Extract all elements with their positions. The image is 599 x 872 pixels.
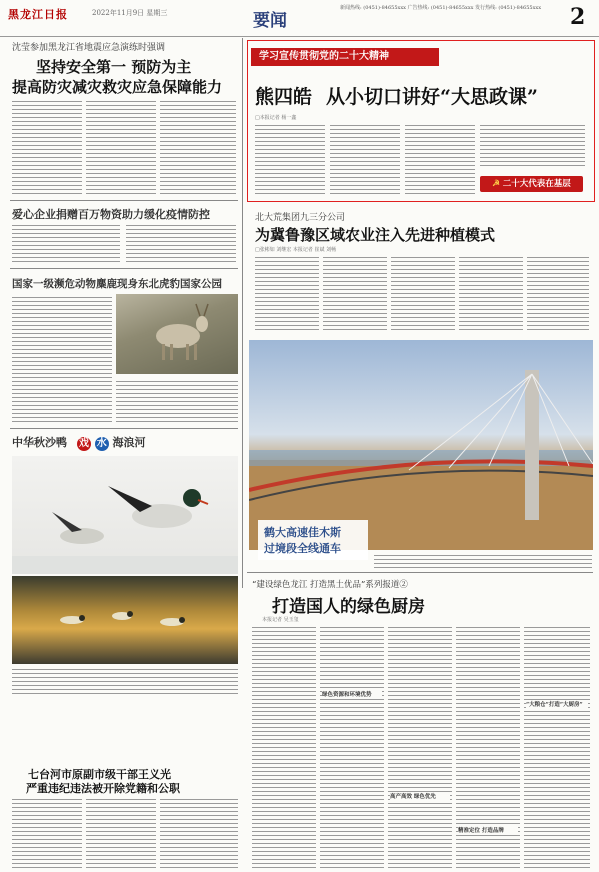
article4-tag2: 水 [96, 438, 107, 449]
series-byline: 本报记者 吴玉玺 [262, 617, 299, 623]
bridge-photo [249, 340, 593, 550]
article2-headline: 爱心企业捐赠百万物资助力缓化疫情防控 [12, 208, 210, 221]
article-right-headline: 为冀鲁豫区域农业注入先进种植模式 [255, 226, 496, 244]
article-right-byline: □张彬如 刘继宏 本报记者 崔斌 刘畅 [255, 247, 337, 253]
feature-headline [255, 82, 538, 109]
article1-body-col3 [160, 98, 236, 196]
article4-caption [12, 666, 238, 696]
masthead [0, 0, 599, 37]
article4-headline [12, 434, 146, 451]
hotline-info: 新闻热线: (0451)-84655xxx 广告热线: (0451)-84655xxx 发行热线: (0451)-84655xxx [340, 5, 542, 11]
feature-banner: 学习宣传贯彻党的二十大精神 [251, 48, 439, 66]
article-right-body-col5 [527, 254, 589, 332]
series-subhead-2: 高产高效 绿色优先 [390, 792, 450, 800]
article1-headline-2: 提高防灾减灾救灾应急保障能力 [12, 78, 223, 96]
article-right-body-col4 [459, 254, 523, 332]
article5-body-col1 [12, 796, 82, 868]
feature-headline-main: 从小切口讲好“大思政课” [326, 86, 538, 108]
article5-headline-2: 严重违纪违法被开除党籍和公职 [26, 782, 180, 795]
duck-illustration [12, 456, 238, 574]
article-right-body-col1 [255, 254, 319, 332]
bridge-illustration [249, 340, 593, 550]
bridge-headline-2: 过境段全线通车 [264, 542, 341, 555]
feature-byline: □本报记者 杨一鑫 [255, 115, 297, 121]
article3-headline: 国家一级濒危动物麋鹿现身东北虎豹国家公园 [12, 278, 222, 290]
article2-body-col1 [12, 222, 120, 264]
divider [247, 572, 593, 573]
feature-spacer [415, 110, 485, 118]
river-photo [12, 576, 238, 664]
article1-kicker: 沈莹参加黑龙江省地震应急演练时强调 [12, 43, 166, 53]
river-birds-illustration [12, 576, 238, 664]
feature-badge [480, 176, 583, 192]
page-number: 2 [570, 4, 586, 30]
section-title: 要闻 [253, 11, 287, 31]
series-kicker: “建设绿色龙江 打造黑土优品”系列报道② [252, 580, 408, 590]
article5-body-col3 [160, 796, 238, 868]
series-body-col3 [388, 624, 452, 868]
article4-tag1: 戏 [78, 438, 89, 449]
feature-body-col2 [330, 122, 400, 194]
series-subhead-1: 绿色资源和环境优势 [322, 690, 382, 698]
party-emblem-icon: ☭ [492, 179, 500, 189]
article2-body-col2 [126, 222, 236, 264]
feature-body-col4 [480, 122, 585, 166]
article-right-body-col2 [323, 254, 387, 332]
article-right-body-col3 [391, 254, 455, 332]
article5-body-col2 [86, 796, 156, 868]
article4-headline-pre: 中华秋沙鸭 [12, 436, 67, 449]
divider [10, 428, 238, 429]
article1-headline-1: 坚持安全第一 预防为主 [36, 58, 192, 76]
paper-date: 2022年11月9日 星期三 [92, 9, 168, 17]
series-headline: 打造国人的绿色厨房 [272, 597, 425, 617]
series-subhead-3: 精准定位 打造品牌 [458, 826, 518, 834]
divider [10, 200, 238, 201]
bridge-caption [374, 552, 592, 568]
article-right-kicker: 北大荒集团九三分公司 [255, 213, 346, 223]
feature-headline-name: 熊四皓 [255, 86, 313, 108]
series-body-col2 [320, 624, 384, 868]
series-body-col1 [252, 624, 316, 868]
article1-body-col2 [86, 98, 156, 196]
series-body-col5 [524, 624, 590, 868]
article5-headline-1: 七台河市原副市级干部王义光 [28, 768, 171, 781]
paper-name: 黑龙江日报 [8, 8, 68, 21]
divider [10, 268, 238, 269]
series-subhead-4: “大粮仓”打造“大厨房” [526, 700, 588, 708]
bridge-headline-1: 鹤大高速佳木斯 [264, 526, 341, 539]
article1-body-col1 [12, 98, 82, 196]
article3-body [12, 294, 112, 424]
feature-badge-label: 二十大代表在基层 [502, 179, 571, 189]
feature-body-col1 [255, 122, 325, 194]
duck-photo [12, 456, 238, 574]
feature-body-col3 [405, 122, 475, 194]
article4-headline-post: 海浪河 [112, 436, 146, 449]
deer-photo [116, 294, 238, 374]
article3-body-col2 [116, 378, 238, 424]
column-divider [242, 38, 243, 588]
deer-illustration [116, 294, 238, 374]
